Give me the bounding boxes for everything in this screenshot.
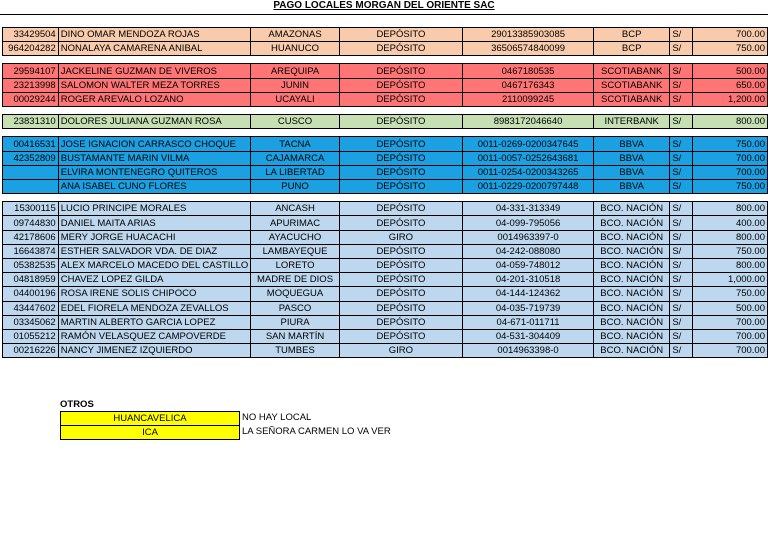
amount-cell[interactable]: 800.00 <box>692 230 767 244</box>
name-cell[interactable]: ALEX MARCELO MACEDO DEL CASTILLO <box>58 259 251 273</box>
payment-type-cell[interactable]: DEPÓSITO <box>339 301 462 315</box>
name-cell[interactable]: EDEL FIORELA MENDOZA ZEVALLOS <box>58 301 251 315</box>
payment-type-cell[interactable]: DEPÓSITO <box>339 244 462 258</box>
code-cell[interactable]: 00216226 <box>3 344 59 358</box>
name-cell[interactable]: ROGER AREVALO LOZANO <box>58 92 251 106</box>
city-cell[interactable]: CAJAMARCA <box>251 151 339 165</box>
name-cell[interactable]: MERY JORGE HUACACHI <box>58 230 251 244</box>
city-cell[interactable]: MOQUEGUA <box>251 287 339 301</box>
city-cell[interactable]: JUNIN <box>251 78 339 92</box>
name-cell[interactable]: JOSE IGNACION CARRASCO CHOQUE <box>58 137 251 151</box>
payment-type-cell[interactable]: DEPÓSITO <box>339 315 462 329</box>
name-cell[interactable]: CHAVEZ LOPEZ GILDA <box>58 273 251 287</box>
payment-type-cell[interactable]: DEPÓSITO <box>339 92 462 106</box>
city-cell[interactable]: LA LIBERTAD <box>251 165 339 179</box>
account-cell[interactable]: 0011-0057-0252643681 <box>463 151 594 165</box>
others-city-cell[interactable]: HUANCAVELICA <box>60 411 240 426</box>
spacer-row <box>3 14 768 28</box>
bank-cell[interactable]: BCO. NACIÓN <box>594 230 670 244</box>
account-cell[interactable]: 04-059-748012 <box>463 259 594 273</box>
bank-cell[interactable]: BCO. NACIÓN <box>594 202 670 216</box>
bank-cell[interactable]: BCO. NACIÓN <box>594 344 670 358</box>
code-cell[interactable]: 16643874 <box>3 244 59 258</box>
currency-cell[interactable]: S/ <box>670 92 692 106</box>
payment-row <box>3 287 768 301</box>
city-cell[interactable]: AREQUIPA <box>251 64 339 78</box>
payment-row <box>3 259 768 273</box>
bank-cell[interactable]: SCOTIABANK <box>594 64 670 78</box>
code-cell[interactable]: 42178606 <box>3 230 59 244</box>
amount-cell[interactable]: 750.00 <box>692 137 767 151</box>
bank-cell[interactable]: BBVA <box>594 151 670 165</box>
name-cell[interactable]: ROSA IRENE SOLIS CHIPOCO <box>58 287 251 301</box>
account-cell[interactable]: 04-201-310518 <box>463 273 594 287</box>
currency-cell[interactable]: S/ <box>670 230 692 244</box>
amount-cell[interactable]: 700.00 <box>692 344 767 358</box>
currency-cell[interactable]: S/ <box>670 329 692 343</box>
others-city-cell[interactable]: ICA <box>60 425 240 440</box>
name-cell[interactable]: LUCIO PRINCIPE MORALES <box>58 202 251 216</box>
account-cell[interactable]: 29013385903085 <box>463 28 594 42</box>
account-cell[interactable]: 04-331-313349 <box>463 202 594 216</box>
payment-type-cell[interactable]: DEPÓSITO <box>339 78 462 92</box>
currency-cell[interactable]: S/ <box>670 42 692 56</box>
amount-cell[interactable]: 800.00 <box>692 202 767 216</box>
city-cell[interactable]: APURIMAC <box>251 216 339 230</box>
currency-cell[interactable]: S/ <box>670 202 692 216</box>
code-cell[interactable]: 23831310 <box>3 115 59 129</box>
payment-type-cell[interactable]: DEPÓSITO <box>339 28 462 42</box>
city-cell[interactable]: LORETO <box>251 259 339 273</box>
payment-row <box>3 42 768 56</box>
bank-cell[interactable]: BBVA <box>594 179 670 193</box>
amount-cell[interactable]: 750.00 <box>692 287 767 301</box>
payment-type-cell[interactable]: GIRO <box>339 344 462 358</box>
code-cell[interactable]: 03345062 <box>3 315 59 329</box>
city-cell[interactable]: UCAYALI <box>251 92 339 106</box>
city-cell[interactable]: CUSCO <box>251 115 339 129</box>
payment-type-cell[interactable]: DEPÓSITO <box>339 202 462 216</box>
code-cell[interactable]: 43447602 <box>3 301 59 315</box>
amount-cell[interactable]: 700.00 <box>692 165 767 179</box>
payment-type-cell[interactable]: DEPÓSITO <box>339 151 462 165</box>
city-cell[interactable]: ANCASH <box>251 202 339 216</box>
name-cell[interactable]: DANIEL MAITA ARIAS <box>58 216 251 230</box>
account-cell[interactable]: 0011-0254-0200343265 <box>463 165 594 179</box>
payment-row <box>3 273 768 287</box>
currency-cell[interactable]: S/ <box>670 137 692 151</box>
spacer-cell <box>3 56 768 64</box>
payment-type-cell[interactable]: DEPÓSITO <box>339 259 462 273</box>
bank-cell[interactable]: BCO. NACIÓN <box>594 216 670 230</box>
name-cell[interactable]: NONALAYA CAMARENA ANIBAL <box>58 42 251 56</box>
payment-type-cell[interactable]: DEPÓSITO <box>339 179 462 193</box>
currency-cell[interactable]: S/ <box>670 301 692 315</box>
city-cell[interactable]: PUNO <box>251 179 339 193</box>
amount-cell[interactable]: 400.00 <box>692 216 767 230</box>
amount-cell[interactable]: 800.00 <box>692 259 767 273</box>
amount-cell[interactable]: 700.00 <box>692 315 767 329</box>
payment-row <box>3 216 768 230</box>
currency-cell[interactable]: S/ <box>670 259 692 273</box>
currency-cell[interactable]: S/ <box>670 64 692 78</box>
others-row <box>60 411 312 425</box>
others-label: OTROS <box>60 399 94 410</box>
code-cell[interactable]: 01055212 <box>3 329 59 343</box>
amount-cell[interactable]: 800.00 <box>692 115 767 129</box>
amount-cell[interactable]: 1,200.00 <box>692 92 767 106</box>
payment-row <box>3 64 768 78</box>
others-note: NO HAY LOCAL <box>242 412 312 423</box>
currency-cell[interactable]: S/ <box>670 151 692 165</box>
payments-table-body <box>3 14 768 358</box>
spacer-cell <box>3 129 768 137</box>
city-cell[interactable]: MADRE DE DIOS <box>251 273 339 287</box>
payment-row <box>3 230 768 244</box>
bank-cell[interactable]: SCOTIABANK <box>594 78 670 92</box>
payment-row <box>3 115 768 129</box>
payment-row <box>3 92 768 106</box>
code-cell[interactable]: 09744830 <box>3 216 59 230</box>
spacer-row <box>3 56 768 64</box>
account-cell[interactable]: 04-144-124362 <box>463 287 594 301</box>
bank-cell[interactable]: BCP <box>594 28 670 42</box>
currency-cell[interactable]: S/ <box>670 244 692 258</box>
code-cell[interactable]: 33429504 <box>3 28 59 42</box>
city-cell[interactable]: PASCO <box>251 301 339 315</box>
currency-cell[interactable]: S/ <box>670 315 692 329</box>
name-cell[interactable]: ELVIRA MONTENEGRO QUITEROS <box>58 165 251 179</box>
currency-cell[interactable]: S/ <box>670 28 692 42</box>
bank-cell[interactable]: BCO. NACIÓN <box>594 244 670 258</box>
payment-row <box>3 202 768 216</box>
city-cell[interactable]: PIURA <box>251 315 339 329</box>
payment-type-cell[interactable]: GIRO <box>339 230 462 244</box>
account-cell[interactable]: 0011-0269-0200347645 <box>463 137 594 151</box>
city-cell[interactable]: HUANUCO <box>251 42 339 56</box>
account-cell[interactable]: 04-531-304409 <box>463 329 594 343</box>
payment-row <box>3 329 768 343</box>
code-cell[interactable] <box>3 179 59 193</box>
bank-cell[interactable]: INTERBANK <box>594 115 670 129</box>
payment-type-cell[interactable]: DEPÓSITO <box>339 216 462 230</box>
currency-cell[interactable]: S/ <box>670 165 692 179</box>
payment-type-cell[interactable]: DEPÓSITO <box>339 137 462 151</box>
code-cell[interactable]: 05382535 <box>3 259 59 273</box>
amount-cell[interactable]: 750.00 <box>692 42 767 56</box>
account-cell[interactable]: 04-035-719739 <box>463 301 594 315</box>
code-cell[interactable]: 15300115 <box>3 202 59 216</box>
payment-row <box>3 301 768 315</box>
name-cell[interactable]: DINO OMAR MENDOZA ROJAS <box>58 28 251 42</box>
name-cell[interactable]: SALOMON WALTER MEZA TORRES <box>58 78 251 92</box>
payment-row <box>3 344 768 358</box>
payment-type-cell[interactable]: DEPÓSITO <box>339 115 462 129</box>
others-note: LA SEÑORA CARMEN LO VA VER <box>242 426 391 437</box>
bank-cell[interactable]: BCO. NACIÓN <box>594 315 670 329</box>
code-cell[interactable] <box>3 165 59 179</box>
others-section <box>60 398 391 439</box>
amount-cell[interactable]: 500.00 <box>692 64 767 78</box>
payment-type-cell[interactable]: DEPÓSITO <box>339 42 462 56</box>
code-cell[interactable]: 964204282 <box>3 42 59 56</box>
payment-type-cell[interactable]: DEPÓSITO <box>339 64 462 78</box>
spacer-row <box>3 107 768 115</box>
name-cell[interactable]: JACKELINE GUZMAN DE VIVEROS <box>58 64 251 78</box>
account-cell[interactable]: 36506574840099 <box>463 42 594 56</box>
spacer-cell <box>3 107 768 115</box>
city-cell[interactable]: TUMBES <box>251 344 339 358</box>
payment-type-cell[interactable]: DEPÓSITO <box>339 165 462 179</box>
bank-cell[interactable]: BCO. NACIÓN <box>594 259 670 273</box>
name-cell[interactable]: MARTIN ALBERTO GARCIA LOPEZ <box>58 315 251 329</box>
account-cell[interactable]: 04-099-795056 <box>463 216 594 230</box>
spacer-cell <box>3 14 768 28</box>
amount-cell[interactable]: 750.00 <box>692 244 767 258</box>
payment-row <box>3 179 768 193</box>
account-cell[interactable]: 0011-0229-0200797448 <box>463 179 594 193</box>
city-cell[interactable]: AMAZONAS <box>251 28 339 42</box>
name-cell[interactable]: NANCY JIMENEZ IZQUIERDO <box>58 344 251 358</box>
code-cell[interactable]: 23213998 <box>3 78 59 92</box>
spacer-cell <box>3 194 768 202</box>
payment-row <box>3 78 768 92</box>
account-cell[interactable]: 0014963398-0 <box>463 344 594 358</box>
account-cell[interactable]: 04-671-011711 <box>463 315 594 329</box>
payment-type-cell[interactable]: DEPÓSITO <box>339 287 462 301</box>
currency-cell[interactable]: S/ <box>670 287 692 301</box>
name-cell[interactable]: RAMÓN VELASQUEZ CAMPOVERDE <box>58 329 251 343</box>
account-cell[interactable]: 2110099245 <box>463 92 594 106</box>
code-cell[interactable]: 42352809 <box>3 151 59 165</box>
bank-cell[interactable]: BBVA <box>594 137 670 151</box>
city-cell[interactable]: SAN MARTÍN <box>251 329 339 343</box>
code-cell[interactable]: 04818959 <box>3 273 59 287</box>
bank-cell[interactable]: BCO. NACIÓN <box>594 273 670 287</box>
currency-cell[interactable]: S/ <box>670 273 692 287</box>
code-cell[interactable]: 29594107 <box>3 64 59 78</box>
spacer-row <box>3 194 768 202</box>
name-cell[interactable]: DOLORES JULIANA GUZMAN ROSA <box>58 115 251 129</box>
bank-cell[interactable]: BCP <box>594 42 670 56</box>
amount-cell[interactable]: 700.00 <box>692 329 767 343</box>
bank-cell[interactable]: BBVA <box>594 165 670 179</box>
currency-cell[interactable]: S/ <box>670 179 692 193</box>
code-cell[interactable]: 04400196 <box>3 287 59 301</box>
payment-row <box>3 315 768 329</box>
account-cell[interactable]: 04-242-088080 <box>463 244 594 258</box>
city-cell[interactable]: AYACUCHO <box>251 230 339 244</box>
others-row <box>60 425 391 439</box>
payments-table <box>2 14 768 358</box>
payment-type-cell[interactable]: DEPÓSITO <box>339 329 462 343</box>
amount-cell[interactable]: 1,000.00 <box>692 273 767 287</box>
code-cell[interactable]: 00416531 <box>3 137 59 151</box>
payment-row <box>3 151 768 165</box>
account-cell[interactable]: 0014963397-0 <box>463 230 594 244</box>
amount-cell[interactable]: 700.00 <box>692 28 767 42</box>
bank-cell[interactable]: SCOTIABANK <box>594 92 670 106</box>
amount-cell[interactable]: 650.00 <box>692 78 767 92</box>
amount-cell[interactable]: 750.00 <box>692 179 767 193</box>
payment-row <box>3 137 768 151</box>
currency-cell[interactable]: S/ <box>670 344 692 358</box>
spacer-row <box>3 129 768 137</box>
account-cell[interactable]: 8983172046640 <box>463 115 594 129</box>
account-cell[interactable]: 0467180535 <box>463 64 594 78</box>
payment-type-cell[interactable]: DEPÓSITO <box>339 273 462 287</box>
currency-cell[interactable]: S/ <box>670 115 692 129</box>
account-cell[interactable]: 0467176343 <box>463 78 594 92</box>
name-cell[interactable]: ESTHER SALVADOR VDA. DE DIAZ <box>58 244 251 258</box>
payment-row <box>3 165 768 179</box>
name-cell[interactable]: ANA ISABEL CUNO FLORES <box>58 179 251 193</box>
name-cell[interactable]: BUSTAMANTE MARIN VILMA <box>58 151 251 165</box>
amount-cell[interactable]: 700.00 <box>692 151 767 165</box>
payment-row <box>3 28 768 42</box>
city-cell[interactable]: TACNA <box>251 137 339 151</box>
amount-cell[interactable]: 500.00 <box>692 301 767 315</box>
sheet-title: PAGO LOCALES MORGAN DEL ORIENTE SAC <box>0 0 768 15</box>
payment-row <box>3 244 768 258</box>
code-cell[interactable]: 00029244 <box>3 92 59 106</box>
bank-cell[interactable]: BCO. NACIÓN <box>594 301 670 315</box>
city-cell[interactable]: LAMBAYEQUE <box>251 244 339 258</box>
currency-cell[interactable]: S/ <box>670 216 692 230</box>
bank-cell[interactable]: BCO. NACIÓN <box>594 329 670 343</box>
bank-cell[interactable]: BCO. NACIÓN <box>594 287 670 301</box>
currency-cell[interactable]: S/ <box>670 78 692 92</box>
